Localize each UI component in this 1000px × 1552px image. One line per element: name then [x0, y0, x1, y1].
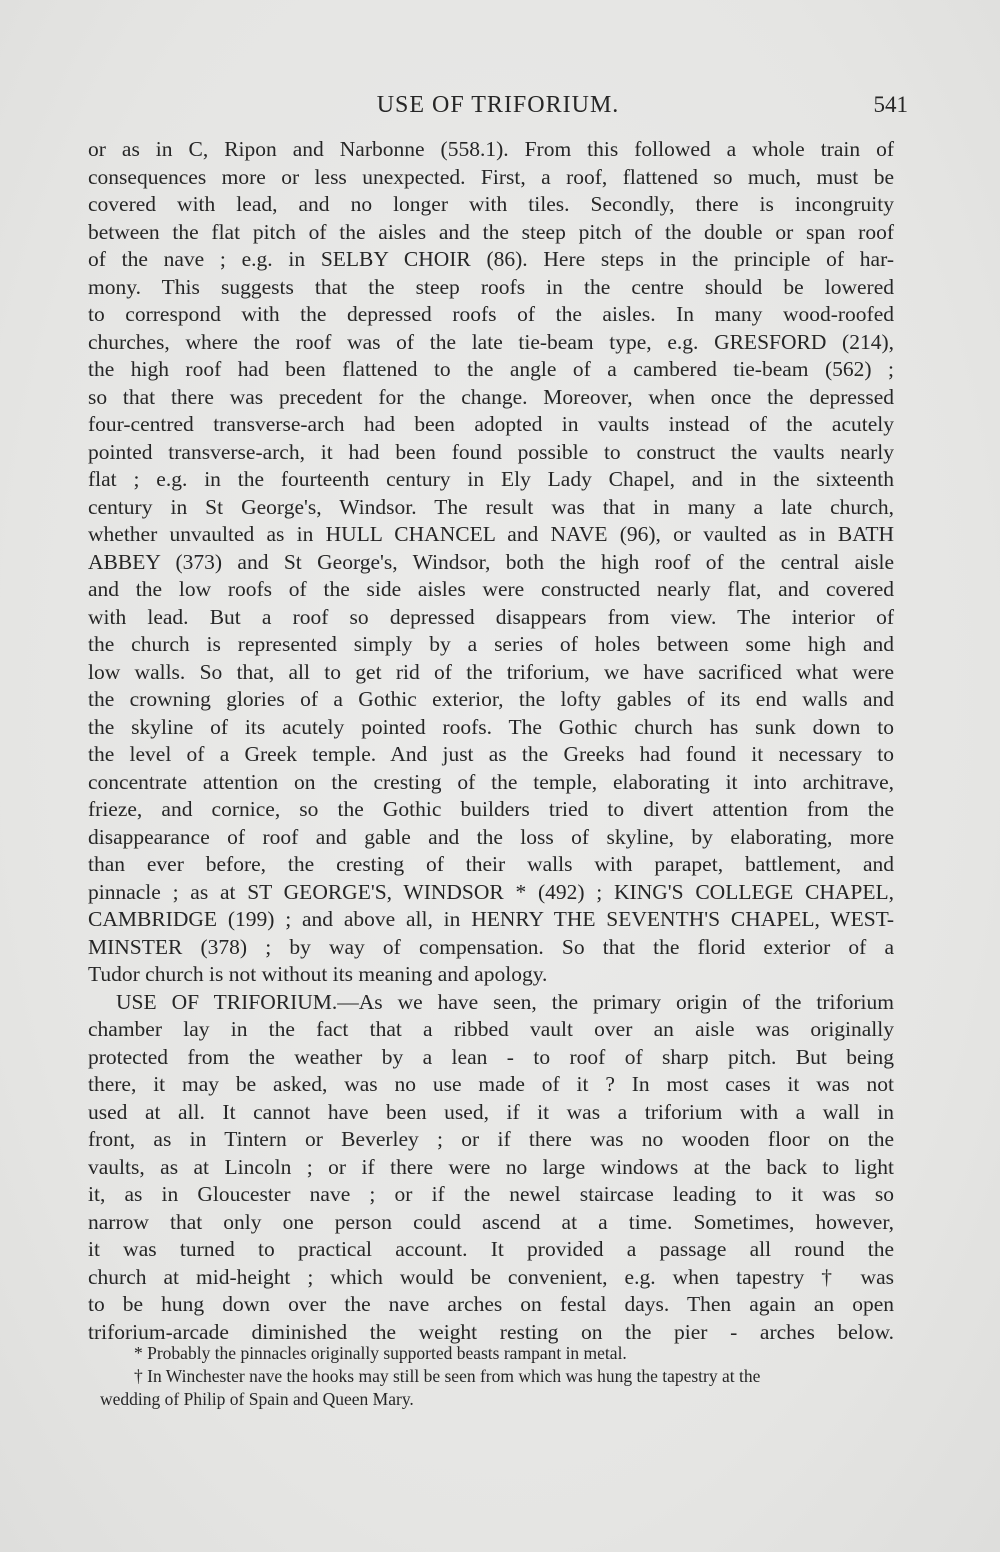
- text-line: between the flat pitch of the aisles and the steep pitch of the double or span roof: [88, 219, 894, 244]
- text-line: the church is represented simply by a series of holes between some high and: [88, 632, 894, 656]
- text-line: frieze, and cornice, so the Gothic builders tried to divert attention from the: [88, 797, 894, 821]
- text-line: flat ; e.g. in the fourteenth century in Ely Lady Chapel, and in the sixteenth: [88, 467, 894, 491]
- text-line: church at mid-height ; which would be convenient, e.g. when tapestry † was: [88, 1264, 894, 1289]
- text-line: low walls. So that, all to get rid of the triforium, we have sacrificed what were: [88, 659, 894, 684]
- footnote-dagger-continued: wedding of Philip of Spain and Queen Mary.: [100, 1389, 414, 1409]
- text-line: narrow that only one person could ascend at a time. Sometimes, however,: [88, 1209, 894, 1234]
- text-line: century in St George's, Windsor. The result was that in many a late church,: [88, 494, 894, 519]
- text-line: to correspond with the depressed roofs of the aisles. In many wood-roofed: [88, 302, 894, 326]
- text-line: vaults, as at Lincoln ; or if there were no large windows at the back to light: [88, 1154, 894, 1179]
- text-line: four-centred transverse-arch had been adopted in vaults instead of the acutely: [88, 412, 894, 436]
- section-heading-line: USE OF TRIFORIUM.—As we have seen, the primary origin of the triforium: [116, 989, 894, 1014]
- text-line: whether unvaulted as in HULL CHANCEL and NAVE (96), or vaulted as in BATH: [88, 522, 894, 546]
- text-line: the level of a Greek temple. And just as the Greeks had found it necessary to: [88, 742, 894, 766]
- text-line: disappearance of roof and gable and the loss of skyline, by elaborating, more: [88, 824, 894, 849]
- text-line: protected from the weather by a lean - to roof of sharp pitch. But being: [88, 1044, 894, 1069]
- text-line: of the nave ; e.g. in SELBY CHOIR (86). Here steps in the principle of har-: [88, 247, 894, 271]
- text-line: the high roof had been flattened to the angle of a cambered tie-beam (562) ;: [88, 357, 894, 381]
- running-head: [88, 92, 908, 124]
- text-line: covered with lead, and no longer with tiles. Secondly, there is incongruity: [88, 192, 894, 216]
- text-line: or as in C, Ripon and Narbonne (558.1). From this followed a whole train of: [88, 137, 894, 161]
- text-line: it, as in Gloucester nave ; or if the newel staircase leading to it was so: [88, 1182, 894, 1206]
- footnote-dagger: † In Winchester nave the hooks may still be seen from which was hung the tapestry at the: [134, 1366, 761, 1386]
- text-line: the skyline of its acutely pointed roofs. The Gothic church has sunk down to: [88, 714, 894, 739]
- text-line: used at all. It cannot have been used, if it was a triforium with a wall in: [88, 1099, 894, 1124]
- text-line: MINSTER (378) ; by way of compensation. So that the florid exterior of a: [88, 934, 894, 959]
- text-line: and the low roofs of the side aisles were constructed nearly flat, and covered: [88, 577, 894, 601]
- text-line: to be hung down over the nave arches on festal days. Then again an open: [88, 1292, 894, 1316]
- text-line: CAMBRIDGE (199) ; and above all, in HENRY THE SEVENTH'S CHAPEL, WEST-: [88, 907, 894, 931]
- text-line: with lead. But a roof so depressed disappears from view. The interior of: [88, 604, 894, 629]
- text-line: so that there was precedent for the change. Moreover, when once the depressed: [88, 384, 894, 409]
- text-line: pinnacle ; as at ST GEORGE'S, WINDSOR * (492) ; KING'S COLLEGE CHAPEL,: [88, 879, 894, 904]
- text-line: chamber lay in the fact that a ribbed vault over an aisle was originally: [88, 1017, 894, 1041]
- footnote-asterisk: * Probably the pinnacles originally supported beasts rampant in metal.: [134, 1343, 627, 1363]
- text-line: there, it may be asked, was no use made of it ? In most cases it was not: [88, 1072, 894, 1096]
- text-line: concentrate attention on the cresting of the temple, elaborating it into architrave,: [88, 769, 894, 794]
- text-line: ABBEY (373) and St George's, Windsor, both the high roof of the central aisle: [88, 549, 894, 574]
- text-line: it was turned to practical account. It provided a passage all round the: [88, 1237, 894, 1261]
- footnotes: [100, 1342, 900, 1411]
- text-line: front, as in Tintern or Beverley ; or if there was no wooden floor on the: [88, 1127, 894, 1151]
- text-line: consequences more or less unexpected. First, a roof, flattened so much, must be: [88, 164, 894, 189]
- text-line: Tudor church is not without its meaning and apology.: [88, 962, 548, 986]
- text-line: pointed transverse-arch, it had been found possible to construct the vaults nearly: [88, 439, 894, 464]
- text-line: churches, where the roof was of the late tie-beam type, e.g. GRESFORD (214),: [88, 329, 894, 354]
- running-title: USE OF TRIFORIUM.: [376, 92, 620, 118]
- text-line: mony. This suggests that the steep roofs in the centre should be lowered: [88, 274, 894, 299]
- text-line: than ever before, the cresting of their walls with parapet, battlement, and: [88, 852, 894, 876]
- page-number: 541: [873, 92, 908, 117]
- text-line: triforium-arcade diminished the weight resting on the pier - arches below.: [88, 1319, 894, 1344]
- text-line: the crowning glories of a Gothic exterior, the lofty gables of its end walls and: [88, 687, 894, 711]
- body-text: [88, 136, 894, 1346]
